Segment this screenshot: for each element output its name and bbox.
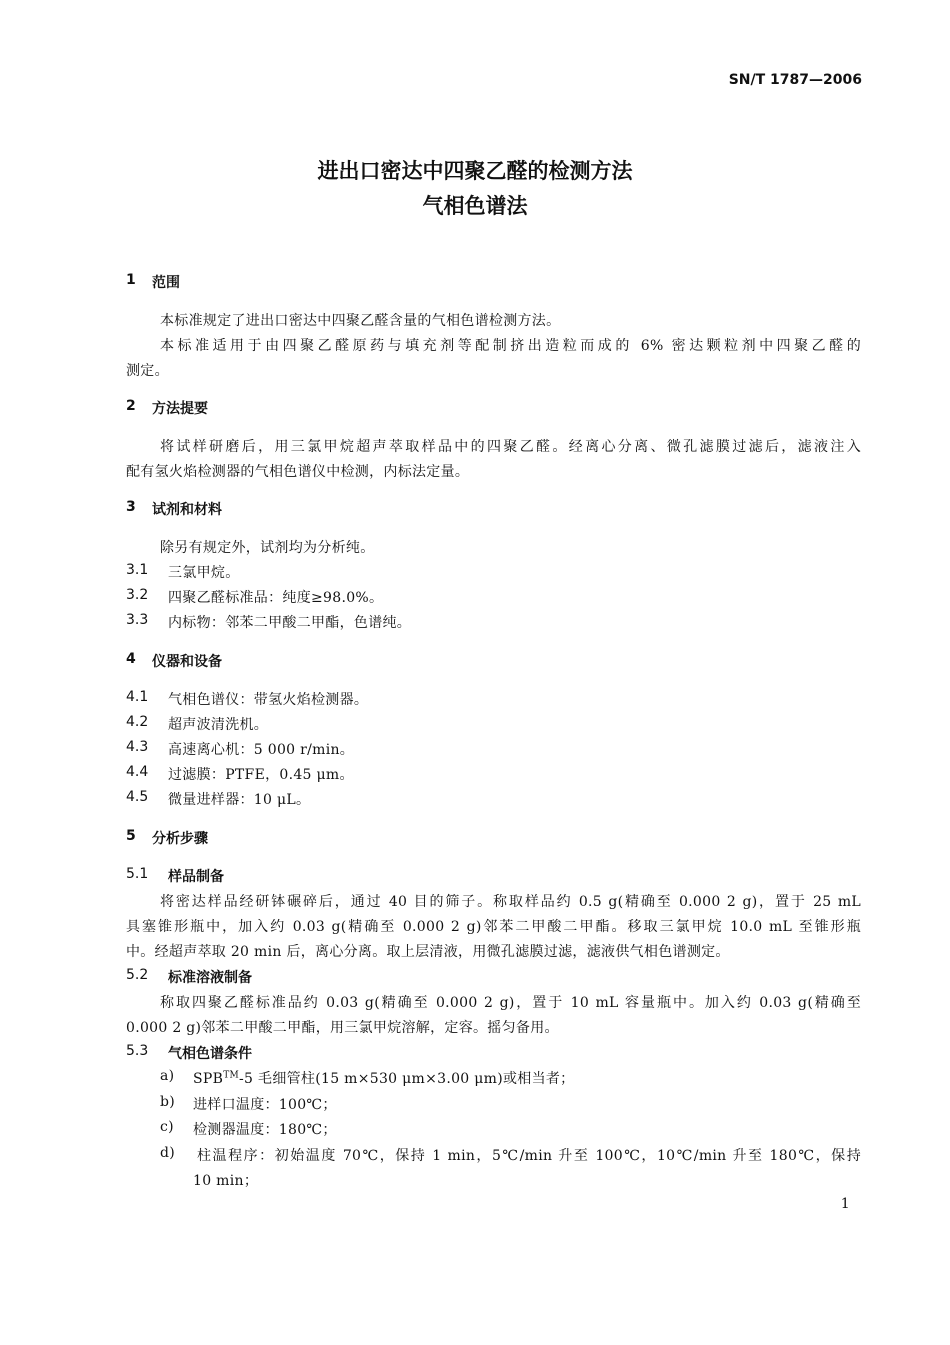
item-4-5-number: 4.5 (126, 789, 149, 805)
document-subtitle: 气相色谱法 (422, 194, 528, 218)
condition-b-text: 进样口温度：100℃； (193, 1097, 337, 1113)
subsection-5-1-line-3: 中。经超声萃取 20 min 后，离心分离。取上层清液，用微孔滤膜过滤，滤液供气相色谱测定。 (126, 944, 730, 960)
section-5-heading: 分析步骤 (152, 831, 208, 847)
item-3-1-number: 3.1 (126, 562, 149, 578)
item-4-3-text: 高速离心机：5 000 r/min。 (168, 742, 355, 758)
section-5-number: 5 (126, 828, 136, 844)
item-3-3-number: 3.3 (126, 612, 149, 628)
section-1-number: 1 (126, 272, 136, 288)
subsection-5-3-number: 5.3 (126, 1043, 149, 1059)
section-3-heading: 试剂和材料 (152, 502, 222, 518)
section-1-heading: 范围 (152, 275, 180, 291)
subsection-5-1-line-1: 将密达样品经研钵碾碎后，通过 40 目的筛子。称取样品约 0.5 g(精确至 0.000 2 g)，置于 25 mL (160, 894, 861, 910)
condition-c-label: c) (160, 1119, 174, 1135)
condition-c-text: 检测器温度：180℃； (193, 1122, 337, 1138)
subsection-5-1-line-2: 具塞锥形瓶中，加入约 0.03 g(精确至 0.000 2 g)邻苯二甲酸二甲酯。移取三氯甲烷 10.0 mL 至锥形瓶 (126, 919, 861, 935)
item-4-1-number: 4.1 (126, 689, 149, 705)
column-spec: -5 毛细管柱(15 m×530 μm×3.00 μm)或相当者； (239, 1071, 575, 1087)
item-4-4-number: 4.4 (126, 764, 149, 780)
standard-code: SN/T 1787—2006 (728, 72, 862, 88)
item-4-2-text: 超声波清洗机。 (168, 717, 269, 733)
subsection-5-1-heading: 样品制备 (168, 869, 224, 885)
item-3-1-text: 三氯甲烷。 (168, 565, 240, 581)
condition-a-text (193, 1068, 575, 1088)
item-3-3-text: 内标物：邻苯二甲酸二甲酯，色谱纯。 (168, 615, 412, 631)
page-number: 1 (840, 1196, 850, 1212)
trademark-mark: TM (223, 1070, 240, 1081)
section-3-number: 3 (126, 499, 136, 515)
section-2-heading: 方法提要 (152, 401, 208, 417)
subsection-5-2-line-2: 0.000 2 g)邻苯二甲酸二甲酯，用三氯甲烷溶解，定容。摇匀备用。 (126, 1020, 559, 1036)
section-4-heading: 仪器和设备 (152, 654, 222, 670)
condition-d-text-line-2: 10 min； (193, 1173, 259, 1189)
condition-d-label: d) (160, 1145, 176, 1161)
section-1-para-2-line-1: 本标准适用于由四聚乙醛原药与填充剂等配制挤出造粒而成的 6% 密达颗粒剂中四聚乙醛的 (160, 338, 861, 354)
section-3-intro: 除另有规定外，试剂均为分析纯。 (160, 540, 375, 556)
column-name: SPB (193, 1071, 224, 1087)
item-4-5-text: 微量进样器：10 μL。 (168, 792, 311, 808)
section-1-para-1: 本标准规定了进出口密达中四聚乙醛含量的气相色谱检测方法。 (160, 313, 561, 329)
subsection-5-2-heading: 标准溶液制备 (168, 970, 252, 986)
document-title: 进出口密达中四聚乙醛的检测方法 (317, 159, 633, 183)
subsection-5-1-number: 5.1 (126, 866, 149, 882)
item-3-2-number: 3.2 (126, 587, 149, 603)
subsection-5-2-line-1: 称取四聚乙醛标准品约 0.03 g(精确至 0.000 2 g)，置于 10 mL 容量瓶中。加入约 0.03 g(精确至 (160, 995, 861, 1011)
item-4-3-number: 4.3 (126, 739, 149, 755)
condition-d-text-line-1: 柱温程序：初始温度 70℃，保持 1 min，5℃/min 升至 100℃，10℃/min 升至 180℃，保持 (197, 1148, 861, 1164)
condition-a-label: a) (160, 1068, 175, 1084)
section-2-para-line-2: 配有氢火焰检测器的气相色谱仪中检测，内标法定量。 (126, 464, 470, 480)
section-2-number: 2 (126, 398, 136, 414)
item-4-1-text: 气相色谱仪：带氢火焰检测器。 (168, 692, 369, 708)
item-3-2-text: 四聚乙醛标准品：纯度≥98.0%。 (168, 590, 384, 606)
item-4-4-text: 过滤膜：PTFE，0.45 μm。 (168, 767, 354, 783)
item-4-2-number: 4.2 (126, 714, 149, 730)
section-1-para-2-line-2: 测定。 (126, 363, 169, 379)
condition-b-label: b) (160, 1094, 176, 1110)
subsection-5-2-number: 5.2 (126, 967, 149, 983)
section-2-para-line-1: 将试样研磨后，用三氯甲烷超声萃取样品中的四聚乙醛。经离心分离、微孔滤膜过滤后，滤液注入 (160, 439, 861, 455)
section-4-number: 4 (126, 651, 136, 667)
subsection-5-3-heading: 气相色谱条件 (168, 1046, 252, 1062)
